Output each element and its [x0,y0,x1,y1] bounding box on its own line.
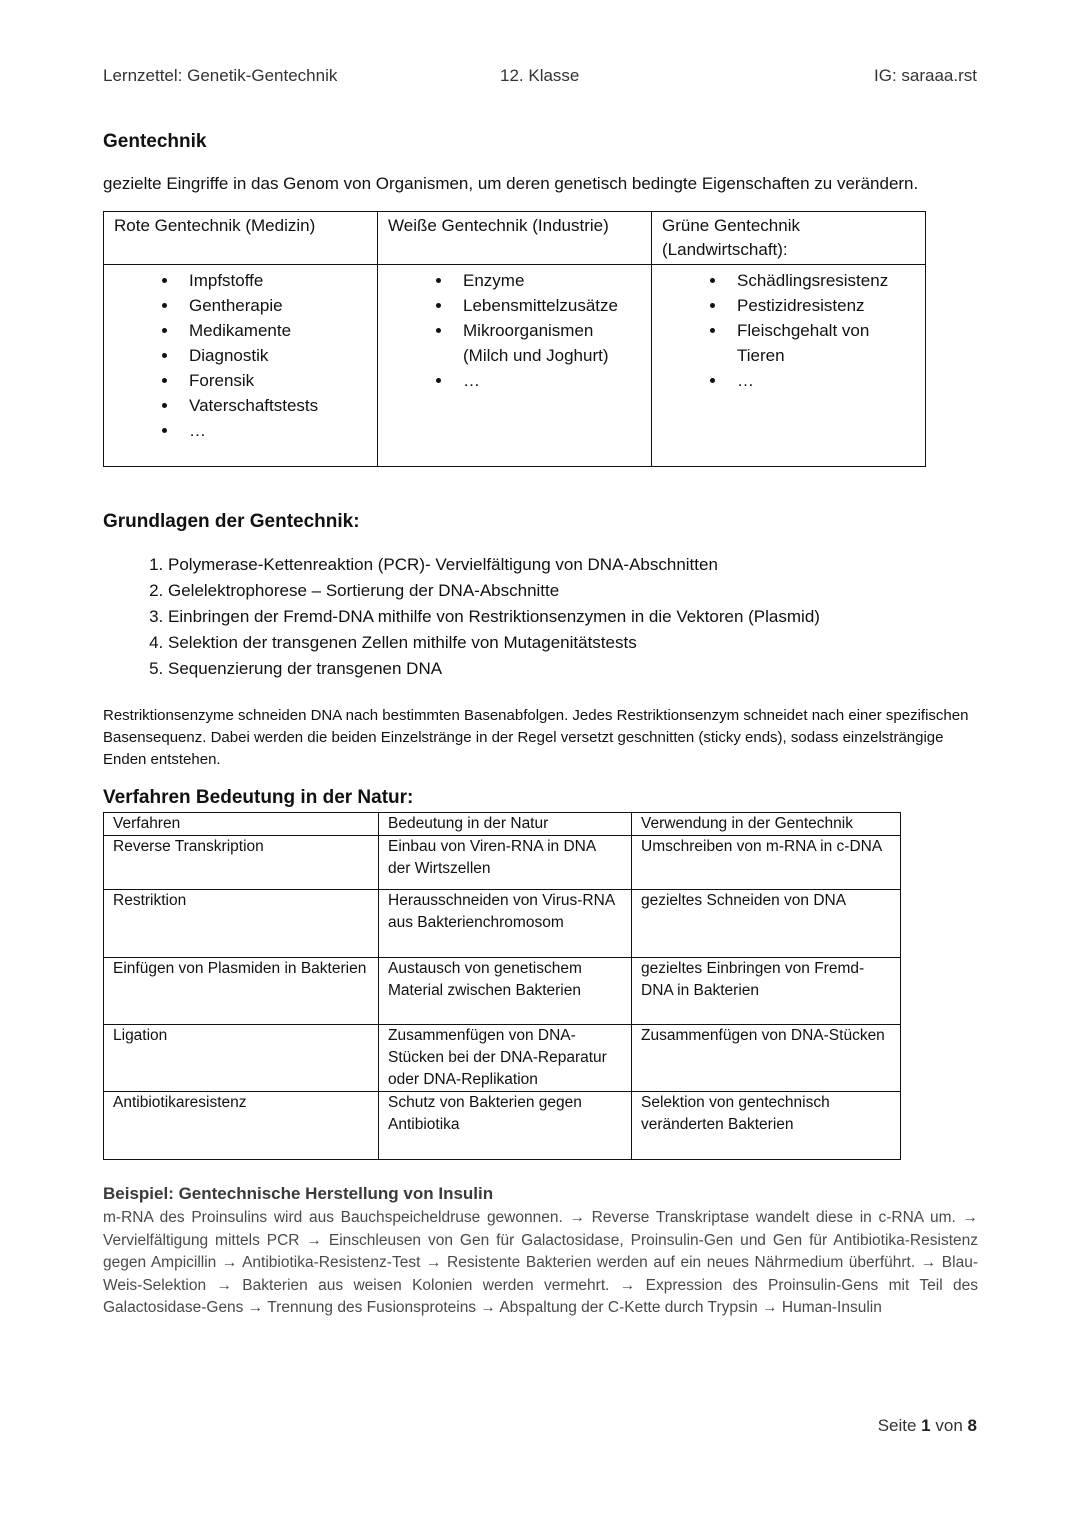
table-row [104,890,901,958]
current-page: 1 [921,1416,931,1435]
section-title-verfahren: Verfahren Bedeutung in der Natur: [103,787,414,808]
grundlagen-steps [135,552,820,682]
table-cell: Zusammenfügen von DNA-Stücken [632,1025,901,1092]
column-header: Verwendung in der Gentechnik [632,813,901,836]
page-number [878,1416,977,1436]
header-gruene-gentechnik: Grüne Gentechnik (Landwirtschaft): [652,212,926,265]
section-title-gentechnik: Gentechnik [103,131,207,152]
list-item: • … [727,368,915,393]
table-cell: Restriktion [104,890,379,958]
list-item: • Impfstoffe [179,268,367,293]
table-header-row [104,212,926,265]
table-cell: Umschreiben von m-RNA in c-DNA [632,836,901,890]
table-cell: Reverse Transkription [104,836,379,890]
list-item: • Medikamente [179,318,367,343]
table-row [104,958,901,1025]
rote-gentechnik-cell [104,265,378,467]
table-cell: gezieltes Einbringen von Fremd-DNA in Bakterien [632,958,901,1025]
list-item: • Forensik [179,368,367,393]
list-item: • Vaterschaftstests [179,393,367,418]
gentechnik-definition: gezielte Eingriffe in das Genom von Organismen, um deren genetisch bedingte Eigenschaften zu verändern. [103,174,919,193]
gentechnik-types-table [103,211,926,467]
table-cell: Antibiotikaresistenz [104,1092,379,1160]
total-pages: 8 [967,1416,977,1435]
table-body-row [104,265,926,467]
table-cell: Selektion von gentechnisch veränderten Bakterien [632,1092,901,1160]
table-cell: Schutz von Bakterien gegen Antibiotika [379,1092,632,1160]
list-item: • Gentherapie [179,293,367,318]
verfahren-table [103,812,901,1160]
page-prefix: Seite [877,1416,917,1435]
table-cell: Einfügen von Plasmiden in Bakterien [104,958,379,1025]
table-row [104,836,901,890]
rote-gentechnik-list [114,268,367,443]
step-item: 5. Sequenzierung der transgenen DNA [168,656,820,682]
column-header: Bedeutung in der Natur [379,813,632,836]
list-item: • … [453,368,641,393]
list-item: • Pestizidresistenz [727,293,915,318]
table-cell: gezieltes Schneiden von DNA [632,890,901,958]
list-item: • Mikroorganismen (Milch und Joghurt) [453,318,641,368]
example-title: Beispiel: Gentechnische Herstellung von Insulin [103,1184,494,1203]
weisse-gentechnik-cell [378,265,652,467]
header-class: 12. Klasse [500,66,580,85]
table-cell: Zusammenfügen von DNA-Stücken bei der DNA-Reparatur oder DNA-Replikation [379,1025,632,1092]
table-cell: Herausschneiden von Virus-RNA aus Bakterienchromosom [379,890,632,958]
list-item: • … [179,418,367,443]
table-cell: Austausch von genetischem Material zwischen Bakterien [379,958,632,1025]
list-item: • Diagnostik [179,343,367,368]
header-author: IG: saraaa.rst [874,66,977,85]
weisse-gentechnik-list [388,268,641,393]
list-item: • Schädlingsresistenz [727,268,915,293]
table-header-row [104,813,901,836]
gruene-gentechnik-list [662,268,915,393]
section-title-grundlagen: Grundlagen der Gentechnik: [103,511,360,532]
table-cell: Ligation [104,1025,379,1092]
step-item: 3. Einbringen der Fremd-DNA mithilfe von Restriktionsenzymen in die Vektoren (Plasmid) [168,604,820,630]
table-cell: Einbau von Viren-RNA in DNA der Wirtszellen [379,836,632,890]
gruene-gentechnik-cell [652,265,926,467]
list-item: • Lebensmittelzusätze [453,293,641,318]
column-header: Verfahren [104,813,379,836]
header-weisse-gentechnik: Weiße Gentechnik (Industrie) [378,212,652,265]
list-item: • Enzyme [453,268,641,293]
step-item: 2. Gelelektrophorese – Sortierung der DNA-Abschnitte [168,578,820,604]
example-text: m-RNA des Proinsulins wird aus Bauchspeicheldruse gewonnen. → Reverse Transkriptase wandelt diese in c-RNA um. → Vervielfältigung mittels PCR → Einschleusen von Gen für Galactosidase, Proinsulin-Gen und Gen für Antibiotika-Resistenz gegen Ampicillin → Antibiotika-Resistenz-Test → Resistente Bakterien werden auf ein neues Nährmedium überführt. → Blau-Weis-Selektion → Bakterien aus weisen Kolonien werden vermehrt. → Expression des Proinsulin-Gens mit Teil des Galactosidase-Gens → Trennung des Fusionsproteins → Abspaltung der C-Kette durch Trypsin → Human-Insulin [103,1209,978,1316]
table-row [104,1092,901,1160]
restriktion-paragraph: Restriktionsenzyme schneiden DNA nach bestimmten Basenabfolgen. Jedes Restriktionsenzym schneidet nach einer spezifischen Basensequenz. Dabei werden die beiden Einzelstränge in der Regel versetzt geschnitten (sticky ends), sodass einzelsträngige Enden entstehen. [103,707,969,768]
table-row [104,1025,901,1092]
page-middle: von [935,1416,963,1435]
step-item: 1. Polymerase-Kettenreaktion (PCR)- Vervielfältigung von DNA-Abschnitten [168,552,820,578]
step-item: 4. Selektion der transgenen Zellen mithilfe von Mutagenitätstests [168,630,820,656]
header-rote-gentechnik: Rote Gentechnik (Medizin) [104,212,378,265]
header-left-title: Lernzettel: Genetik-Gentechnik [103,66,338,85]
list-item: • Fleischgehalt von Tieren [727,318,915,368]
